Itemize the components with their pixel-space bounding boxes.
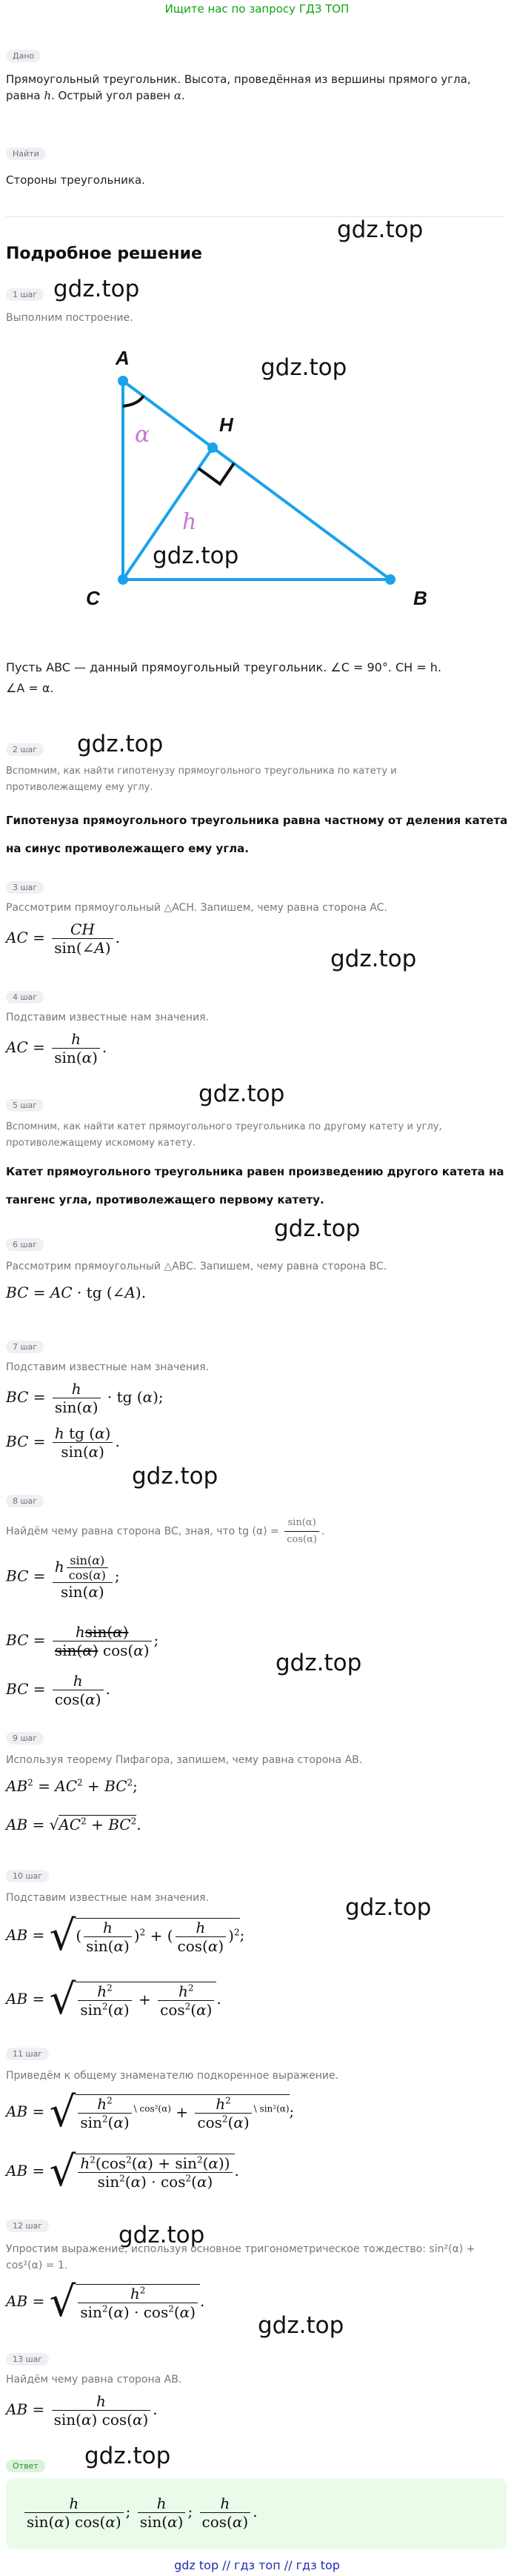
triangle-figure xyxy=(74,348,444,615)
step-2-rule xyxy=(6,806,507,863)
label-b: B xyxy=(413,587,427,609)
eq-bc-1: BC = AC · tg (∠A). xyxy=(6,1284,147,1301)
eq-bc-5: BC = $\frac{hsin(\alpha)}{\sin(\alpha) \cos(\alpha)}$ ; xyxy=(6,1623,159,1659)
given-text-3: . Острый угол равен xyxy=(51,89,171,102)
step-4-badge xyxy=(6,989,44,1003)
step-2-text-1: Вспомним, как найти гипотенузу прямоугольного треугольника по катету и xyxy=(6,766,397,777)
step-5-text-1: Вспомним, как найти катет прямоугольного треугольника по другому катету и углу, xyxy=(6,1121,442,1132)
step-9-text: Используя теорему Пифагора, запишем, чему равна сторона AB. xyxy=(6,1754,363,1766)
given-text-1: Прямоугольный треугольник. Высота, проведённая из вершины прямого угла, xyxy=(6,73,471,86)
eq-ac-2: AC = $\frac{h}{\sin(\alpha)}$ . xyxy=(6,1030,107,1066)
step-9-label: 9 шаг xyxy=(6,1732,44,1745)
point-h xyxy=(207,442,218,453)
answer-badge xyxy=(6,2457,45,2472)
step-12-text xyxy=(6,2241,475,2274)
eq-ab-1: $AB^2 = AC^2 + BC^2$; xyxy=(6,1777,138,1795)
step-2-bold-1: Гипотенуза прямоугольного треугольника равна частному от деления катета xyxy=(6,814,508,827)
label-c: C xyxy=(86,587,100,609)
step-6-text: Рассмотрим прямоугольный △ABC. Запишем, чему равна сторона BC. xyxy=(6,1261,387,1272)
step-8-badge xyxy=(6,1493,44,1507)
point-c xyxy=(118,574,128,585)
step-2-bold-2: на синус противолежащего ему угла. xyxy=(6,842,249,855)
watermark: gdz.top xyxy=(84,2443,171,2469)
step-4-text: Подставим известные нам значения. xyxy=(6,1012,210,1023)
banner-link[interactable]: Ищите нас по запросу ГДЗ ТОП xyxy=(164,2,350,16)
point-a xyxy=(118,376,128,386)
label-h-length: h xyxy=(182,509,197,535)
step-3-text: Рассмотрим прямоугольный △ACH. Запишем, чему равна сторона AC. xyxy=(6,902,387,914)
step-10-badge xyxy=(6,1868,49,1882)
watermark: gdz.top xyxy=(261,354,347,381)
step-5-label: 5 шаг xyxy=(6,1099,44,1112)
eq-ac-1: AC = $\frac{CH}{\sin(\angle A)}$ . xyxy=(6,920,120,957)
step-9-badge xyxy=(6,1730,44,1745)
watermark: gdz.top xyxy=(337,216,424,243)
step-12-label: 12 шаг xyxy=(6,2220,49,2232)
top-banner[interactable] xyxy=(0,0,514,22)
given-h: h xyxy=(44,89,52,102)
find-label: Найти xyxy=(6,147,46,160)
step-7-text: Подставим известные нам значения. xyxy=(6,1361,210,1373)
step-1-badge xyxy=(6,286,44,301)
step-5-text xyxy=(6,1119,442,1152)
step-7-badge xyxy=(6,1338,44,1353)
step-5-rule xyxy=(6,1158,504,1214)
step-5-text-2: противолежащему искомому катету. xyxy=(6,1138,196,1149)
statement-line-2: ∠A = α. xyxy=(6,681,54,695)
watermark: gdz.top xyxy=(330,946,417,972)
angle-a-arc xyxy=(123,396,144,406)
label-alpha: α xyxy=(135,422,150,448)
eq-bc-3: BC = $\frac{\text{h tg (α)}}{\sin(\alpha)}$ . xyxy=(6,1424,120,1461)
step-5-badge xyxy=(6,1097,44,1112)
step-2-label: 2 шаг xyxy=(6,743,44,756)
step-3-badge xyxy=(6,879,44,894)
given-text xyxy=(6,71,502,104)
step-8-label: 8 шаг xyxy=(6,1495,44,1507)
label-h: H xyxy=(219,414,233,436)
answer-label: Ответ xyxy=(6,2460,45,2472)
step-5-bold-2: тангенс угла, противолежащего первому катету. xyxy=(6,1193,324,1206)
step-6-badge xyxy=(6,1236,44,1251)
step-11-label: 11 шаг xyxy=(6,2048,49,2060)
eq-ab-7: AB = √ $\frac{h^2}{\sin^2(\alpha) \cdot \cos^2(\alpha)}$ . xyxy=(6,2278,205,2326)
eq-ab-2: AB = $√AC^2 + BC^2$. xyxy=(6,1816,141,1833)
point-b xyxy=(385,574,395,585)
step-7-label: 7 шаг xyxy=(6,1341,44,1353)
watermark: gdz.top xyxy=(153,542,239,569)
watermark: gdz.top xyxy=(53,276,140,302)
right-angle-mark xyxy=(198,463,234,484)
step-12-badge xyxy=(6,2217,49,2232)
step-2-text xyxy=(6,763,397,796)
step-1-text: Выполним построение. xyxy=(6,312,133,324)
statement xyxy=(6,660,441,697)
step-5-bold-1: Катет прямоугольного треугольника равен произведению другого катета на xyxy=(6,1165,504,1178)
eq-ab-3: AB = √( $\frac{h}{\sin(\alpha)}$ )$^2$ + ( $\frac{h}{\cos(\alpha)}$ )$^2$; xyxy=(6,1912,245,1960)
watermark: gdz.top xyxy=(132,1463,218,1490)
label-a: A xyxy=(116,348,130,369)
footer-text[interactable]: gdz top // гдз топ // гдз top xyxy=(174,2558,340,2572)
eq-ab-4: AB = √ $\frac{h^2}{\sin^2(\alpha)}$ + $\frac{h^2}{\cos^2(\alpha)}$ . xyxy=(6,1976,221,2024)
watermark: gdz.top xyxy=(119,2222,205,2248)
eq-ab-5: AB = √ $\frac{h^2}{\sin^2(\alpha)}$ $^{\backslash cos^2(\alpha)}$ + $\frac{h^2}{\cos^2(\alpha)}$ $^{\backslash sin^2(\alpha)}$; xyxy=(6,2088,295,2137)
solution-title: Подробное решение xyxy=(6,245,202,263)
step-4-label: 4 шаг xyxy=(6,991,44,1003)
given-label: Дано xyxy=(6,50,41,62)
step-12-text-1: Упростим выражение, используя основное тригонометрическое тождество: sin²(α) + xyxy=(6,2243,475,2255)
statement-line-1: Пусть ABC — данный прямоугольный треугольник. ∠C = 90°. CH = h. xyxy=(6,660,441,674)
given-text-2: равна xyxy=(6,89,41,102)
step-11-text: Приведём к общему знаменателю подкоренное выражение. xyxy=(6,2070,339,2082)
watermark: gdz.top xyxy=(77,731,164,757)
step-8-text: Найдём чему равна сторона BC, зная, что tg (α) = $\frac{\sin(\alpha)}{\cos(\alpha)}$ . xyxy=(6,1515,324,1548)
step-13-text: Найдём чему равна сторона AB. xyxy=(6,2374,182,2386)
step-10-text: Подставим известные нам значения. xyxy=(6,1892,210,1904)
eq-bc-6: BC = $\frac{h}{\cos(\alpha)}$ . xyxy=(6,1672,110,1708)
given-dot: . xyxy=(181,89,185,102)
step-3-label: 3 шаг xyxy=(6,881,44,894)
step-11-badge xyxy=(6,2045,49,2060)
watermark: gdz.top xyxy=(276,1650,362,1676)
eq-ab-8: AB = $\frac{h}{\sin(\alpha) \cos(\alpha)}$ . xyxy=(6,2392,158,2429)
step-6-label: 6 шаг xyxy=(6,1238,44,1251)
eq-bc-4: BC = h $\frac{\sin(\alpha)}{\cos(\alpha)}$ sin(α) ; xyxy=(6,1553,120,1601)
given-alpha: α xyxy=(173,89,182,102)
eq-ab-6: AB = √ $\frac{h^2(\cos^2(\alpha) + \sin^2(\alpha))}{\sin^2(\alpha) \cdot \cos^2(\alpha)}$ . xyxy=(6,2148,239,2196)
step-13-badge xyxy=(6,2351,49,2366)
step-2-badge xyxy=(6,741,44,756)
watermark: gdz.top xyxy=(258,2312,344,2339)
step-10-label: 10 шаг xyxy=(6,1870,49,1882)
step-1-label: 1 шаг xyxy=(6,288,44,301)
step-8-text-main: Найдём чему равна сторона BC, зная, что tg (α) = xyxy=(6,1525,279,1538)
given-badge xyxy=(6,47,41,62)
watermark: gdz.top xyxy=(198,1080,285,1107)
find-text: Стороны треугольника. xyxy=(6,173,145,187)
divider xyxy=(6,216,504,217)
step-12-text-2: cos²(α) = 1. xyxy=(6,2260,68,2271)
eq-bc-2: BC = $\frac{h}{\sin(\alpha)}$ · tg (α); xyxy=(6,1380,164,1416)
answer-expression: $\frac{h}{\sin(\alpha) \cos(\alpha)}$ ; $\frac{h}{\sin(\alpha)}$ ; $\frac{h}{\cos(\alpha)}$ . xyxy=(22,2494,258,2531)
watermark: gdz.top xyxy=(274,1215,361,1242)
watermark: gdz.top xyxy=(345,1894,432,1921)
find-badge xyxy=(6,145,46,160)
step-2-text-2: противолежащему ему углу. xyxy=(6,782,153,793)
step-13-label: 13 шаг xyxy=(6,2353,49,2366)
